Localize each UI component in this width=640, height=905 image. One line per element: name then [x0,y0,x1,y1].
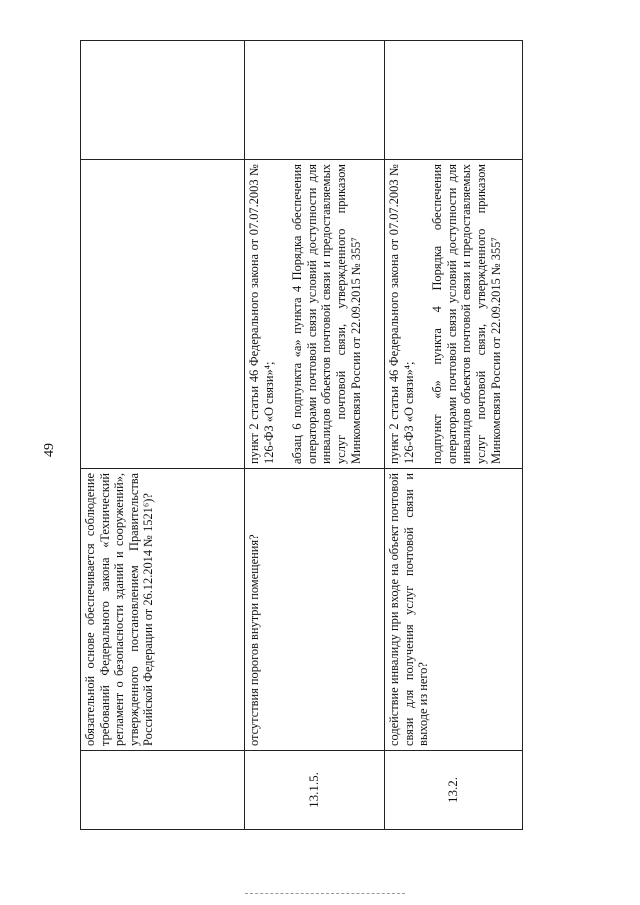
row-notes [81,41,245,160]
reference-item: пункт 2 статьи 46 Федерального закона от 07.07.2003 № 126-ФЗ «О связи»⁴; [387,164,416,464]
row-number: 13.1.5. [245,751,385,830]
row-notes [245,41,385,160]
row-number: 13.2. [385,751,523,830]
table-row [81,41,245,830]
row-number [81,751,245,830]
row-references [81,160,245,469]
rotated-table-container [80,40,522,830]
reference-item: абзац 6 подпункта «а» пункта 4 Порядка обеспечения операторами почтовой связи условий доступности для инвалидов объектов почтовой связи и предоставляемых услуг почтовой связи, утвержденного приказом Минкомсвязи России от 22.09.2015 № 355⁷ [290,164,363,464]
row-notes [385,41,523,160]
table-row [385,41,523,830]
scan-artifact-line [245,893,405,895]
row-question: обязательной основе обеспечивается соблюдение требований Федерального закона «Технический регламент о безопасности зданий и сооружений», утвержденного постановлением Правительства Российской Федерации от 26.12.2014 № 1521⁶)? [81,469,245,751]
reference-item: подпункт «б» пункта 4 Порядка обеспечения операторами почтовой связи условий доступности для инвалидов объектов почтовой связи и предоставляемых услуг почтовой связи, утвержденного приказом Минкомсвязи России от 22.09.2015 № 355⁷ [430,164,503,464]
row-references [385,160,523,469]
page-number: 49 [42,443,57,457]
row-question: отсутствия порогов внутри помещения? [245,469,385,751]
row-question: содействие инвалиду при входе на объект почтовой связи для получения услуг почтовой связи и выходе из него? [385,469,523,751]
row-references [245,160,385,469]
requirements-table [80,40,523,830]
table-row [245,41,385,830]
reference-item: пункт 2 статьи 46 Федерального закона от 07.07.2003 № 126-ФЗ «О связи»⁴; [247,164,276,464]
